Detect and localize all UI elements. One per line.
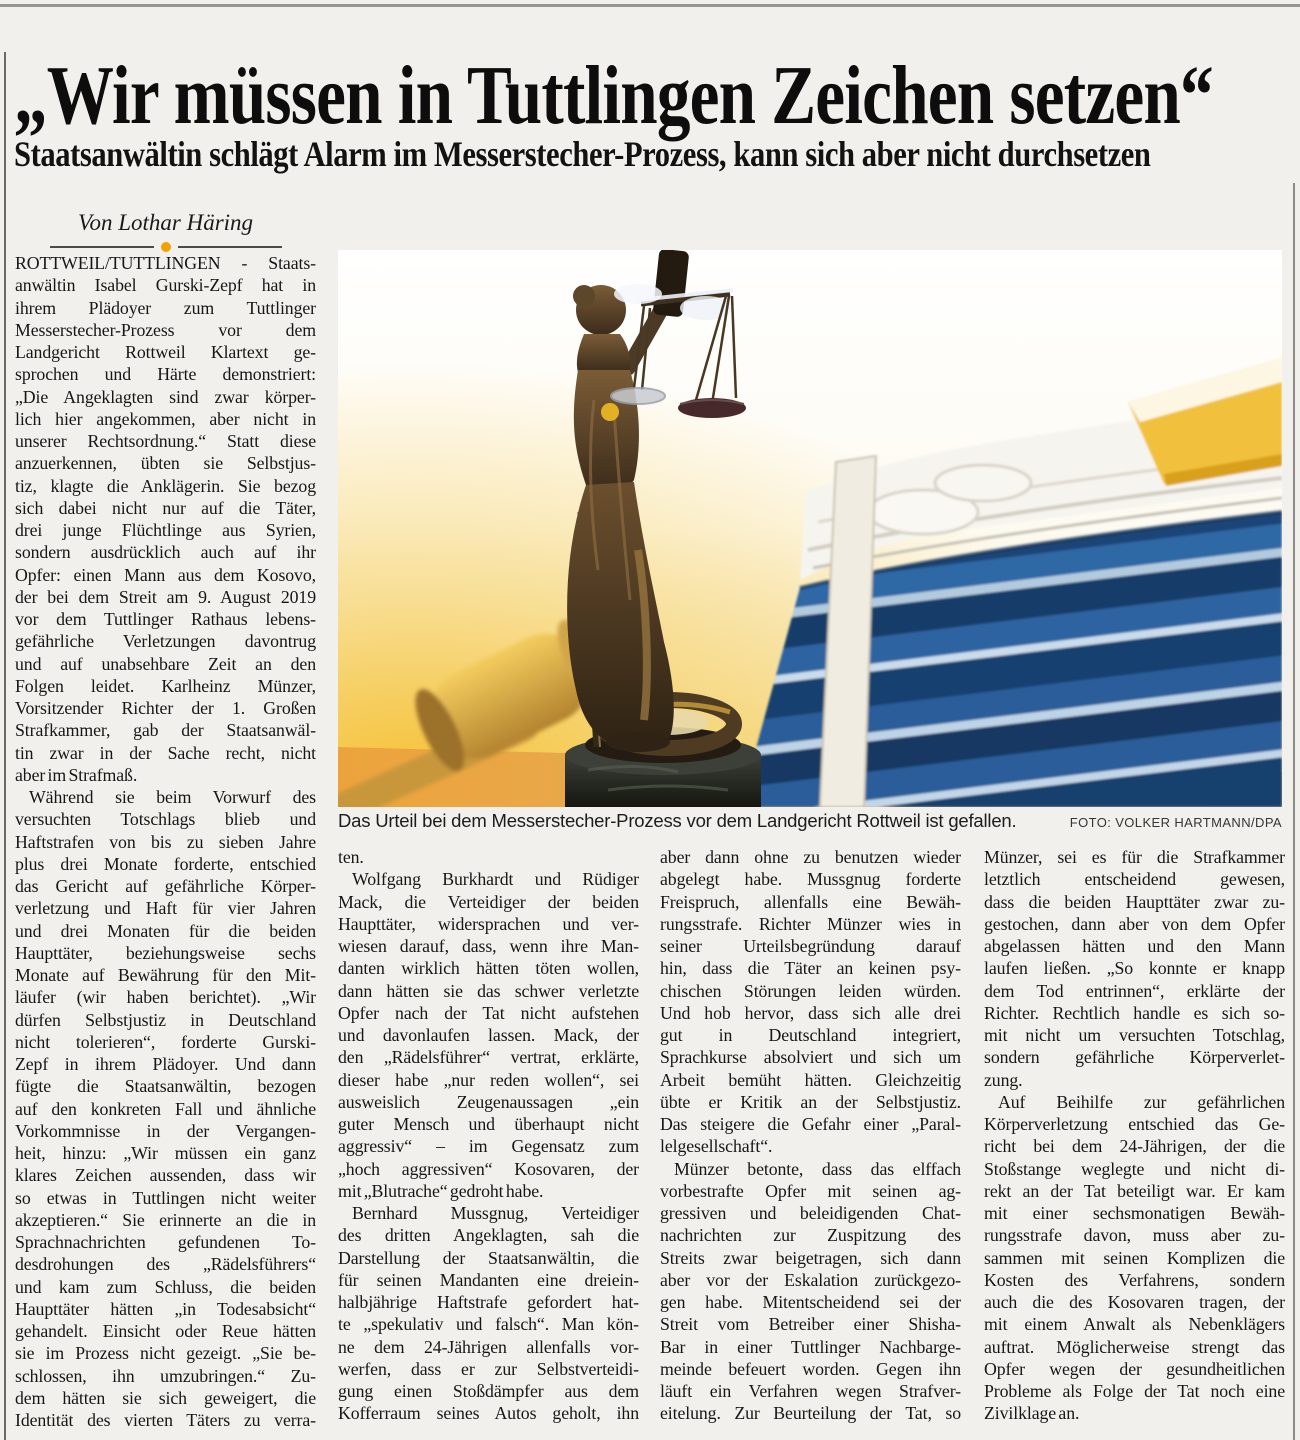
byline-ornament-dot [161,242,171,252]
article-text-line: laufen ließen. „So konnte er knapp [984,958,1285,979]
article-text-line: chischen Störungen leiden würden. [660,980,961,1001]
article-text-line: Identität des vierten Täters zu verra- [15,1410,316,1430]
article-text-line: des dritten Angeklagten, sah die [338,1225,639,1246]
ornament-line-right [178,246,282,248]
article-text-line: Probleme als Folge der Tat noch eine [984,1381,1285,1401]
article-text-line: Streits zwar beigetragen, sich dann [660,1247,961,1268]
article-text-line: mit nicht um versuchten Totschlag, [984,1025,1285,1045]
article-text-line: und auf unabsehbare Zeit an den [15,653,316,674]
article-photo [338,250,1282,807]
article-text-line: Bernhard Mussgnug, Verteidiger [352,1203,639,1223]
article-text-line: gressiven und beleidigenden Chat- [660,1203,961,1223]
article-text-line: Haupttäter, widersprachen und ver- [338,913,639,934]
article-text-line: desdrohungen des „Rädelsführers“ [15,1254,316,1275]
article-text-line: sondern ausdrücklich auch auf ihr [15,542,316,563]
article-text-line: vor dem Tuttlinger Rathaus lebens- [15,609,316,629]
article-text-line: Und hob hervor, dass sich alle drei [660,1002,961,1023]
article-text-line: Opfer nach der Tat nicht aufstehen [338,1002,639,1023]
article-text-line: gestochen, dann aber von dem Opfer [984,913,1285,934]
article-text-line: richt bei dem 24-Jährigen, der die [984,1136,1285,1157]
article-text-line: Bar in einer Tuttlinger Nachbarge- [660,1336,961,1357]
article-text-line: rekt an der Tat beteiligt war. Er kam [984,1180,1285,1201]
article-text-line: ne dem 24-Jährigen allenfalls vor- [338,1336,639,1357]
article-text-line: anzuerkennen, übten sie Selbstjus- [15,453,316,474]
article-text-line: dass die beiden Haupttäter zwar zu- [984,891,1285,912]
article-text-line: mit „Blutrache“ gedroht habe. [338,1180,544,1201]
article-text-line: Landgericht Rottweil Klartext ge- [15,342,316,362]
article-text-line: übte er Kritik an der Selbstjustiz. [660,1091,961,1112]
article-text-line: seiner Urteilsbegründung darauf [660,936,961,956]
article-text-line: Zivilklage an. [984,1403,1080,1424]
article-text-line: den „Rädelsführer“ vertrat, erklärte, [338,1047,639,1068]
left-column-rule [4,52,6,1440]
article-text-line: und kam zum Schluss, die beiden [15,1276,316,1297]
article-text-line: gung einen Stoßdämpfer aus dem [338,1381,639,1401]
article-text-line: Stoßstange weglegte und nicht di- [984,1158,1285,1179]
article-text-line: sich dabei nicht nur auf die Täter, [15,497,316,518]
article-text-line: sie im Prozess nicht gezeigt. „Sie be- [15,1343,316,1364]
article-column-1 [15,252,316,1434]
article-text-line: Folgen leidet. Karlheinz Münzer, [15,675,316,696]
article-text-line: abgelegt habe. Mussgnug forderte [660,869,961,890]
article-text-line: nicht tolerieren“, forderte Gurski- [15,1031,316,1052]
article-text-line: plus drei Monate forderte, entschied [15,853,316,874]
article-text-line: Strafkammer, gab der Staatsanwäl- [15,720,316,741]
photo-credit: FOTO: VOLKER HARTMANN/DPA [1069,815,1282,830]
article-text-line: mit einem Anwalt als Nebenklägers [984,1314,1285,1335]
headline: „Wir müssen in Tuttlingen Zeichen setzen“ [14,49,1213,142]
article-text-line: dann hätten sie das schwer verletzte [338,980,639,1001]
article-text-line: versuchten Totschlags blieb und [15,809,316,830]
article-text-line: Wolfgang Burkhardt und Rüdiger [352,869,639,890]
article-text-line: lich hier angekommen, aber nicht in [15,408,316,429]
article-text-line: drei junge Flüchtlinge aus Syrien, [15,520,316,540]
article-text-line: rungsstrafe. Richter Münzer wies in [660,913,961,934]
article-text-line: akzeptieren.“ Sie erinnerte an die in [15,1209,316,1230]
article-text-line: Arbeit bemüht hätten. Gleichzeitig [660,1069,961,1090]
article-text-line: dem Tod entrinnen“, erklärte der [984,980,1285,1001]
article-text-line: aber dann ohne zu benutzen wieder [660,847,961,867]
article-text-line: für seinen Mandanten eine dreiein- [338,1269,639,1290]
photo-caption-row [338,810,1282,838]
article-text-line: sondern gefährliche Körperverlet- [984,1047,1285,1068]
article-text-line: tin zwar in der Sache recht, nicht [15,742,316,763]
article-text-line: Kofferraum seines Autos geholt, ihn [338,1403,639,1424]
article-text-line: sammen mit seinen Komplizen die [984,1247,1285,1268]
article-text-line: Haupttäter hätten „in Todesabsicht“ [15,1298,316,1319]
article-text-line: Opfer: einen Mann aus dem Kosovo, [15,564,316,585]
article-text-line: Münzer betonte, dass das elffach [674,1158,961,1179]
article-text-line: unserer Rechtsordnung.“ Statt diese [15,431,316,451]
article-text-line: so etwas in Tuttlingen nicht weiter [15,1187,316,1208]
article-text-line: mit einer sechsmonatigen Bewäh- [984,1203,1285,1223]
article-text-line: Mack, die Verteidiger der beiden [338,891,639,912]
article-text-line: eitelung. Zur Beurteilung der Tat, so [660,1403,961,1424]
article-text-line: Zepf in ihrem Plädoyer. Und dann [15,1054,316,1074]
article-text-line: Haupttäter, beziehungsweise sechs [15,942,316,963]
article-text-line: sprochen und Härte demonstriert: [15,364,316,385]
gold-glint [601,403,619,421]
article-text-line: Münzer, sei es für die Strafkammer [984,847,1285,867]
article-text-line: heit, hinzu: „Wir müssen ein ganz [15,1143,316,1163]
top-rule [0,4,1300,7]
article-text-line: Sprachkurse absolviert und sich um [660,1047,961,1068]
article-text-line: ROTTWEIL/TUTTLINGEN - Staats- [15,253,316,273]
article-text-line: guter Mensch und überhaupt nicht [338,1114,639,1134]
article-text-line: klares Zeichen aussenden, dass wir [15,1165,316,1186]
ornament-line-left [50,246,154,248]
article-text-line: zung. [984,1069,1023,1090]
article-text-line: ten. [338,847,364,867]
article-text-line: Richter. Rechtlich handle es sich so- [984,1002,1285,1023]
article-text-line: hin, dass die Täter an keinen psy- [660,958,961,979]
article-text-line: auftrat. Möglicherweise strengt das [984,1336,1285,1357]
article-text-line: auch die des Kosovaren tragen, der [984,1292,1285,1312]
article-text-line: ihrem Plädoyer zum Tuttlinger [15,297,316,318]
article-text-line: dem hätten sie sich geweigert, die [15,1387,316,1408]
article-text-line: meinde befeuert worden. Gegen ihn [660,1358,961,1379]
article-text-line: halbjährige Haftstrafe gefordert hat- [338,1292,639,1312]
article-text-line: gen habe. Mitentscheidend sei der [660,1292,961,1312]
article-text-line: läuft ein Verfahren wegen Strafver- [660,1381,961,1401]
article-text-line: gefährliche Verletzungen davontrug [15,631,316,652]
subheadline: Staatsanwältin schlägt Alarm im Messerstecher-Prozess, kann sich aber nicht durchsetzen [14,134,1151,174]
article-text-line: läufer (wir haben berichtet). „Wir [15,987,316,1008]
article-text-line: aber im Strafmaß. [15,764,138,785]
byline: Von Lothar Häring [77,210,254,235]
article-text-line: rungsstrafe davon, muss aber zu- [984,1225,1285,1246]
article-text-line: Monate auf Bewährung für den Mit- [15,965,316,985]
article-text-line: te „spekulativ und falsch“. Man kön- [338,1314,639,1335]
article-text-line: abgelassen hätten und den Mann [984,936,1285,956]
article-text-line: nachrichten zur Zuspitzung des [660,1225,961,1246]
article-text-line: wiesen darauf, dass, wenn ihre Man- [338,936,639,956]
article-text-line: gut in Deutschland integriert, [660,1025,961,1045]
article-text-line: dürfen Selbstjustiz in Deutschland [15,1009,316,1030]
article-text-line: Streit vom Betreiber einer Shisha- [660,1314,961,1335]
article-text-line: das Gericht auf gefährliche Körper- [15,876,316,896]
article-column-4 [984,846,1285,1430]
article-text-line: und drei Monaten für die beiden [15,920,316,941]
article-text-line: fügte die Staatsanwältin, bezogen [15,1076,316,1097]
article-text-line: der bei dem Streit am 9. August 2019 [15,586,316,607]
article-text-line: gehandelt. Einsicht oder Reue hätten [15,1321,316,1341]
article-text-line: Auf Beihilfe zur gefährlichen [998,1091,1285,1112]
article-text-line: Freispruch, allenfalls eine Bewäh- [660,891,961,912]
article-text-line: werfen, dass er zur Selbstverteidi- [338,1358,639,1379]
article-text-line: Körperverletzung entschied das Ge- [984,1114,1285,1134]
justitia-photo-illustration [338,250,1282,807]
article-text-line: auf den konkreten Fall und ähnliche [15,1098,316,1119]
article-text-line: ausweislich Zeugenaussagen „ein [338,1091,639,1112]
article-text-line: lelgesellschaft“. [660,1136,773,1157]
article-text-line: Opfer wegen der gesundheitlichen [984,1358,1285,1379]
article-text-line: Darstellung der Staatsanwältin, die [338,1247,639,1268]
article-text-line: aggressiv“ – im Gegensatz zum [338,1136,639,1157]
article-text-line: anwältin Isabel Gurski-Zepf hat in [15,275,316,296]
article-text-line: Sprachnachrichten gefundenen To- [15,1232,316,1252]
article-text-line: Das steigere die Gefahr einer „Paral- [660,1114,961,1134]
article-text-line: schlossen, ihn umzubringen.“ Zu- [15,1365,316,1386]
article-text-line: dieser habe „nur reden wollen“, sei [338,1069,639,1090]
article-text-line: Messerstecher-Prozess vor dem [15,319,316,340]
article-text-line: und davonlaufen lassen. Mack, der [338,1025,639,1045]
article-text-line: tiz, klagte die Anklägerin. Sie bezog [15,475,316,496]
article-text-line: danten wirklich hätten töten wollen, [338,958,639,979]
article-text-line: letztlich entscheidend gewesen, [984,869,1285,890]
article-text-line: aber vor der Eskalation zurückgezo- [660,1269,961,1290]
right-column-rule [1293,183,1295,1440]
article-text-line: Haftstrafen von bis zu sieben Jahre [15,831,316,852]
article-text-line: Kosten des Verfahrens, sondern [984,1269,1285,1290]
article-text-line: Vorkommnisse in der Vergangen- [15,1120,316,1141]
article-text-line: Während sie beim Vorwurf des [29,787,316,807]
photo-caption: Das Urteil bei dem Messerstecher-Prozess vor dem Landgericht Rottweil ist gefallen. [338,810,1017,831]
article-text-line: verletzung und Haft für vier Jahren [15,898,316,919]
article-text-line: „hoch aggressiven“ Kosovaren, der [338,1158,639,1179]
article-text-line: „Die Angeklagten sind zwar körper- [15,386,316,407]
article-text-line: vorbestrafte Opfer mit seinen ag- [660,1180,961,1201]
article-text-line: Vorsitzender Richter der 1. Großen [15,698,316,718]
article-column-3 [660,846,961,1430]
article-column-2 [338,846,639,1430]
